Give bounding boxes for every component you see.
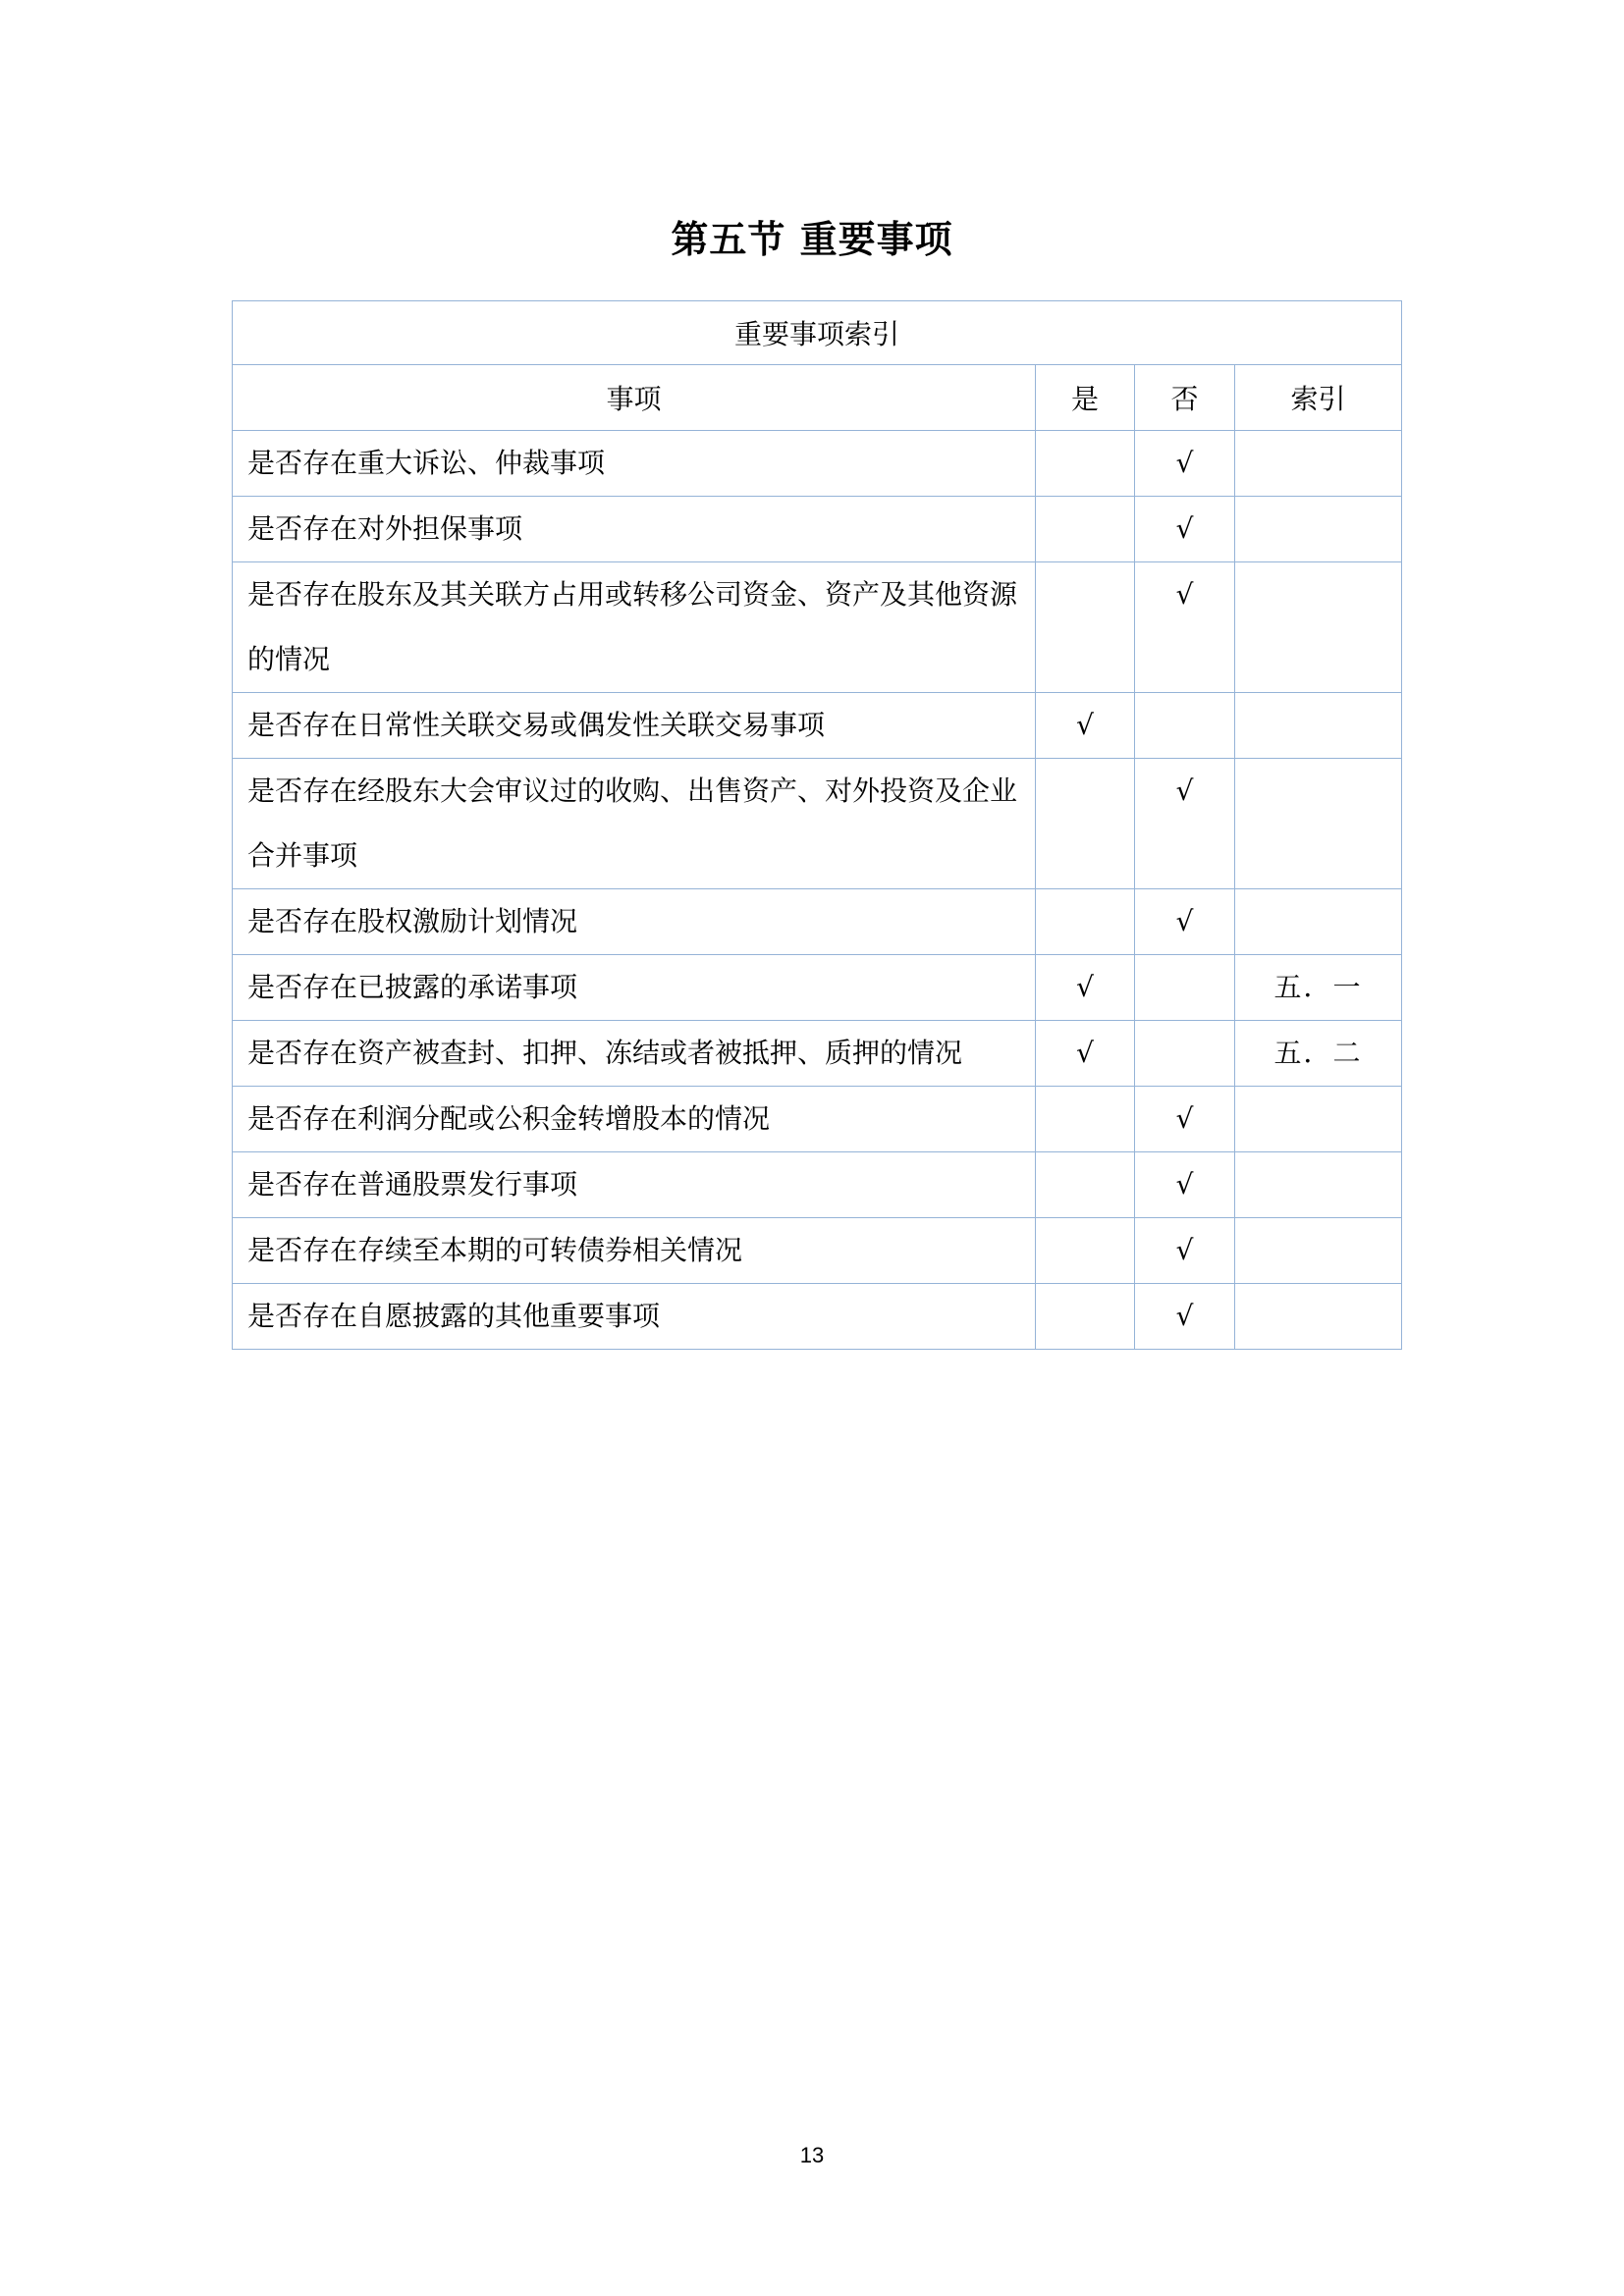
row-item: 是否存在股权激励计划情况 (233, 889, 1036, 955)
row-index (1235, 562, 1402, 693)
table-row (233, 562, 1402, 693)
row-index: 五．二 (1235, 1021, 1402, 1087)
row-index (1235, 497, 1402, 562)
row-yes (1036, 889, 1135, 955)
row-no (1135, 1021, 1235, 1087)
row-no: √ (1135, 1218, 1235, 1284)
row-item: 是否存在利润分配或公积金转增股本的情况 (233, 1087, 1036, 1152)
table-row (233, 1021, 1402, 1087)
row-yes (1036, 1152, 1135, 1218)
row-yes (1036, 497, 1135, 562)
row-no: √ (1135, 497, 1235, 562)
row-yes (1036, 1218, 1135, 1284)
row-no: √ (1135, 562, 1235, 693)
row-no (1135, 693, 1235, 759)
table-row (233, 759, 1402, 889)
row-item: 是否存在股东及其关联方占用或转移公司资金、资产及其他资源的情况 (233, 562, 1036, 693)
table-row (233, 1152, 1402, 1218)
row-yes: √ (1036, 1021, 1135, 1087)
row-index (1235, 1284, 1402, 1350)
row-item: 是否存在资产被查封、扣押、冻结或者被抵押、质押的情况 (233, 1021, 1036, 1087)
row-index (1235, 1218, 1402, 1284)
row-no (1135, 955, 1235, 1021)
table-row (233, 889, 1402, 955)
page-number: 13 (799, 2143, 825, 2167)
table-row (233, 1284, 1402, 1350)
row-item: 是否存在经股东大会审议过的收购、出售资产、对外投资及企业合并事项 (233, 759, 1036, 889)
row-item: 是否存在普通股票发行事项 (233, 1152, 1036, 1218)
table-row (233, 693, 1402, 759)
row-no: √ (1135, 1152, 1235, 1218)
header-yes: 是 (1036, 365, 1135, 431)
table-caption-row (233, 301, 1402, 365)
row-index (1235, 1087, 1402, 1152)
row-no: √ (1135, 759, 1235, 889)
row-item: 是否存在重大诉讼、仲裁事项 (233, 431, 1036, 497)
header-no: 否 (1135, 365, 1235, 431)
row-index: 五．一 (1235, 955, 1402, 1021)
important-matters-index-table (232, 300, 1402, 1350)
row-index (1235, 889, 1402, 955)
table-row (233, 1218, 1402, 1284)
header-index: 索引 (1235, 365, 1402, 431)
header-item: 事项 (233, 365, 1036, 431)
row-item: 是否存在存续至本期的可转债券相关情况 (233, 1218, 1036, 1284)
table-row (233, 497, 1402, 562)
row-index (1235, 759, 1402, 889)
row-index (1235, 693, 1402, 759)
table-caption: 重要事项索引 (233, 301, 1402, 365)
row-item: 是否存在对外担保事项 (233, 497, 1036, 562)
table-row (233, 955, 1402, 1021)
row-item: 是否存在自愿披露的其他重要事项 (233, 1284, 1036, 1350)
row-yes (1036, 562, 1135, 693)
row-no: √ (1135, 1284, 1235, 1350)
row-yes: √ (1036, 693, 1135, 759)
row-item: 是否存在日常性关联交易或偶发性关联交易事项 (233, 693, 1036, 759)
row-item: 是否存在已披露的承诺事项 (233, 955, 1036, 1021)
row-no: √ (1135, 431, 1235, 497)
row-index (1235, 1152, 1402, 1218)
section-title: 第五节 重要事项 (671, 218, 953, 261)
row-yes (1036, 759, 1135, 889)
row-index (1235, 431, 1402, 497)
table-row (233, 431, 1402, 497)
table-header-row (233, 365, 1402, 431)
row-yes: √ (1036, 955, 1135, 1021)
table-row (233, 1087, 1402, 1152)
row-no: √ (1135, 1087, 1235, 1152)
row-no: √ (1135, 889, 1235, 955)
row-yes (1036, 431, 1135, 497)
row-yes (1036, 1284, 1135, 1350)
row-yes (1036, 1087, 1135, 1152)
